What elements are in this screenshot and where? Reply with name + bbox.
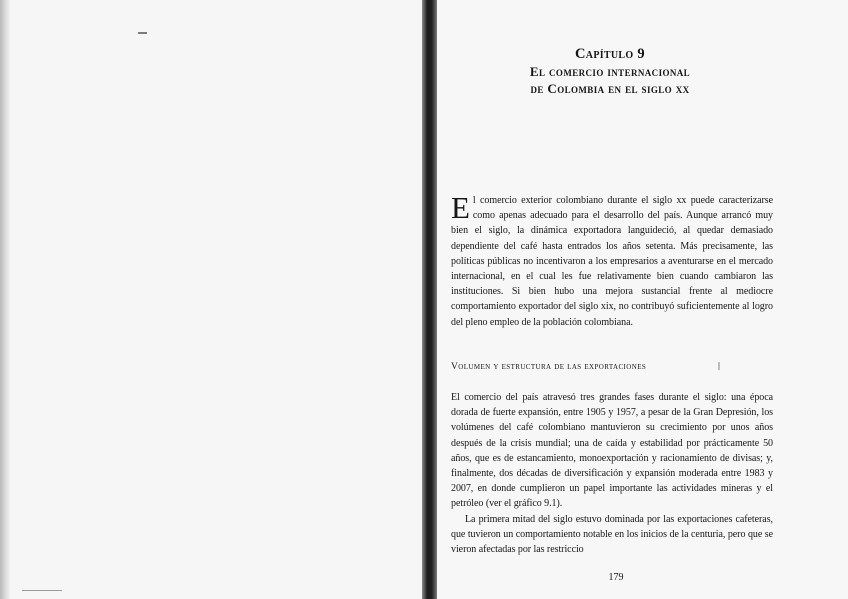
scan-smudge [718,362,720,370]
drop-cap: E [451,190,470,225]
chapter-title-line-1: El comercio internacional [529,64,691,79]
page-number: 179 [608,572,624,583]
chapter-heading [495,46,725,97]
section-title: Volumen y estructura de las exportaciones [451,362,647,372]
chapter-title-line-2: de Colombia en el siglo xx [530,81,690,96]
scan-speck [138,32,147,34]
intro-text: l comercio exterior colombiano durante el siglo xx puede caracterizarse como apenas adecuado para el desarrollo del país. Aunque arrancó muy bien el siglo, la dinámica exportadora languideció, al quedar demasiado dependiente del café hasta entrados los años setenta. Más precisamente, las políticas públicas no incentivaron a los empresarios a aventurarse en el mercado internacional, en el cual les fue relativamente bien cuando cambiaron las instituciones. Si bien hubo una mejora sustancial frente al mediocre comportamiento exportador del siglo xix, no contribuyó suficientemente al logro del pleno empleo de la población colombiana. [451,195,773,328]
page-edge-shadow [0,0,10,599]
book-gutter [422,0,437,599]
scan-mark [22,590,62,594]
chapter-number: Capítulo 9 [575,46,645,62]
body-paragraph-1: El comercio del país atravesó tres grandes fases durante el siglo: una época dorada de fuerte expansión, entre 1905 y 1957, a pesar de la Gran Depresión, los volúmenes del café colombiano mantuvieron su crecimiento por unos años después de la crisis mundial; una de caída y estabilidad por prácticamente 50 años, que es de estancamiento, monoexportación y racionamiento de divisas; y, finalmente, dos décadas de diversificación y expansión moderada entre 1983 y 2007, en donde cumplieron un papel importante las actividades mineras y el petróleo (ver el gráfico 9.1). [451,392,773,510]
intro-paragraph [451,190,773,330]
section-body [451,390,773,557]
body-paragraph-2: La primera mitad del siglo estuvo dominada por las exportaciones cafeteras, que tuvieron un comportamiento notable en los inicios de la centuria, pero que se vieron afectadas por las restriccio [451,513,773,556]
